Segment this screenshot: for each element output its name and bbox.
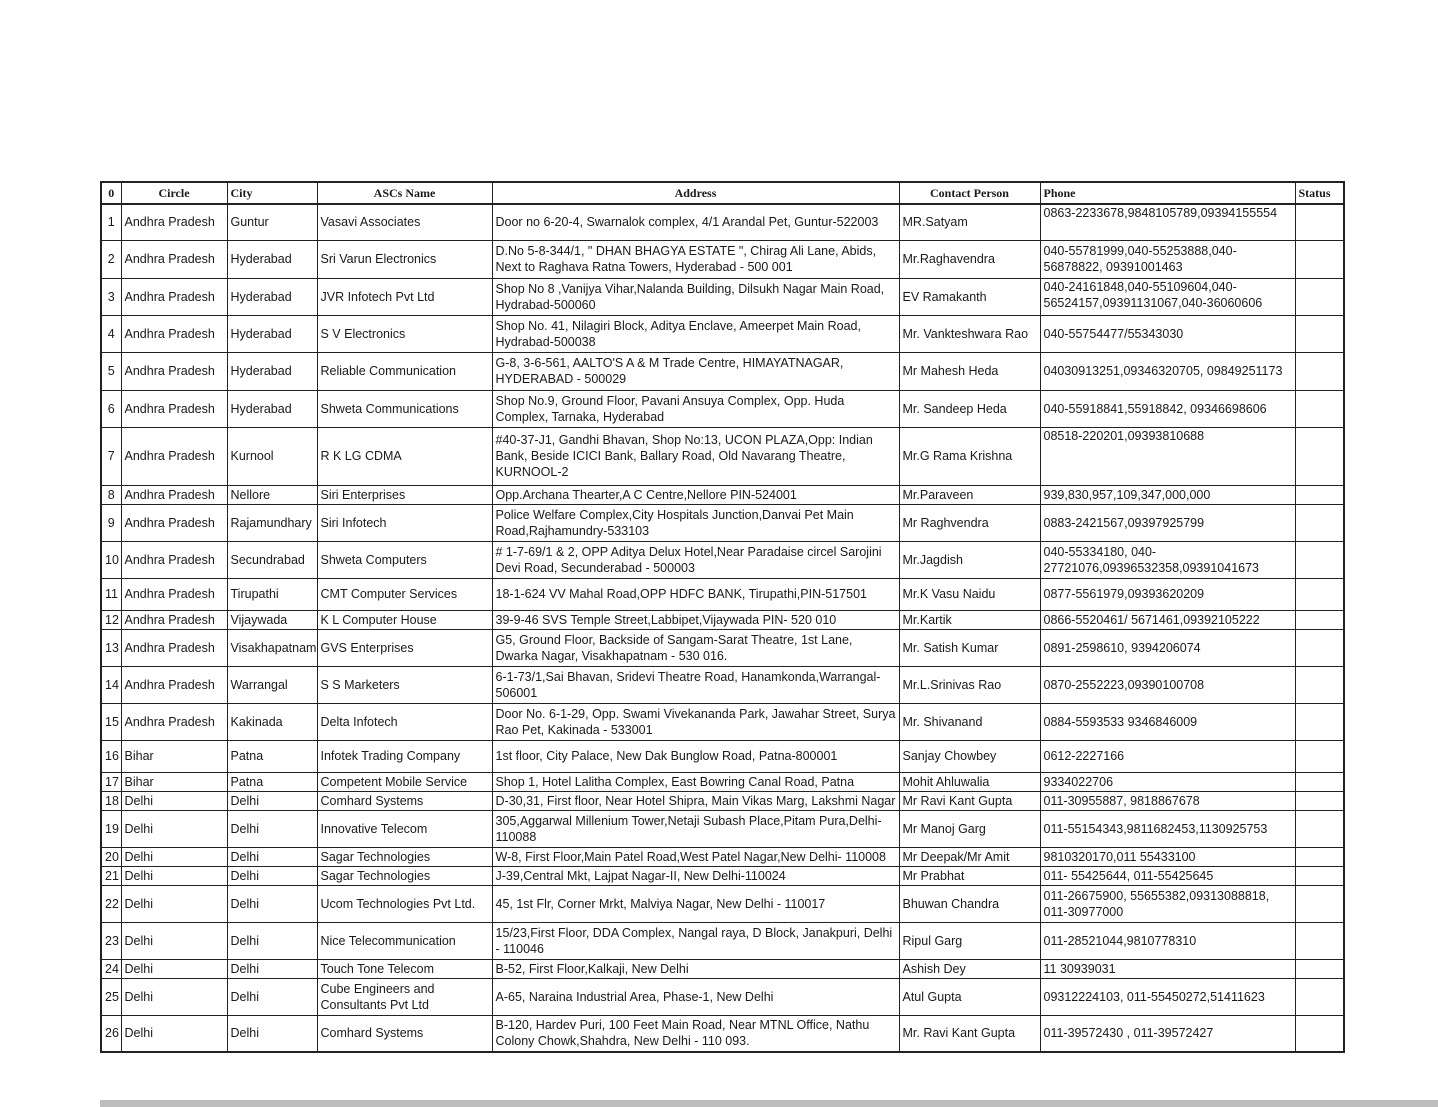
contact-person-cell: Mr.G Rama Krishna bbox=[899, 427, 1040, 485]
contact-person-cell: Mr.Raghavendra bbox=[899, 240, 1040, 278]
row-number: 23 bbox=[101, 922, 121, 959]
contact-person-cell: Mr. Satish Kumar bbox=[899, 629, 1040, 666]
status-cell bbox=[1295, 352, 1344, 390]
row-number: 6 bbox=[101, 390, 121, 427]
phone-cell: 040-55918841,55918842, 09346698606 bbox=[1040, 390, 1295, 427]
table-row bbox=[101, 240, 1344, 278]
asc-name-cell: Vasavi Associates bbox=[317, 204, 492, 240]
phone-cell: 0612-2227166 bbox=[1040, 740, 1295, 772]
circle-cell: Andhra Pradesh bbox=[121, 703, 227, 740]
status-cell bbox=[1295, 978, 1344, 1015]
circle-cell: Andhra Pradesh bbox=[121, 427, 227, 485]
asc-name-cell: Nice Telecommunication bbox=[317, 922, 492, 959]
row-number: 3 bbox=[101, 278, 121, 315]
phone-cell: 939,830,957,109,347,000,000 bbox=[1040, 485, 1295, 504]
contact-person-cell: Mr Prabhat bbox=[899, 866, 1040, 885]
asc-name-cell: K L Computer House bbox=[317, 610, 492, 629]
contact-person-cell: Mr Manoj Garg bbox=[899, 810, 1040, 847]
address-cell: 15/23,First Floor, DDA Complex, Nangal raya, D Block, Janakpuri, Delhi - 110046 bbox=[492, 922, 899, 959]
city-cell: Hyderabad bbox=[227, 390, 317, 427]
city-cell: Delhi bbox=[227, 922, 317, 959]
contact-person-cell: EV Ramakanth bbox=[899, 278, 1040, 315]
table-row bbox=[101, 427, 1344, 485]
asc-name-cell: Innovative Telecom bbox=[317, 810, 492, 847]
phone-cell: 040-55334180, 040-27721076,09396532358,09391041673 bbox=[1040, 541, 1295, 578]
status-cell bbox=[1295, 629, 1344, 666]
phone-cell: 0870-2552223,09390100708 bbox=[1040, 666, 1295, 703]
row-number: 24 bbox=[101, 959, 121, 978]
row-number: 21 bbox=[101, 866, 121, 885]
contact-person-cell: Mr Ravi Kant Gupta bbox=[899, 791, 1040, 810]
city-cell: Vijaywada bbox=[227, 610, 317, 629]
status-cell bbox=[1295, 610, 1344, 629]
asc-name-cell: CMT Computer Services bbox=[317, 578, 492, 610]
row-number: 26 bbox=[101, 1015, 121, 1052]
asc-name-cell: R K LG CDMA bbox=[317, 427, 492, 485]
header-circle: Circle bbox=[121, 182, 227, 204]
row-number: 13 bbox=[101, 629, 121, 666]
asc-name-cell: Cube Engineers and Consultants Pvt Ltd bbox=[317, 978, 492, 1015]
phone-cell: 04030913251,09346320705, 09849251173 bbox=[1040, 352, 1295, 390]
row-number: 11 bbox=[101, 578, 121, 610]
address-cell: D-30,31, First floor, Near Hotel Shipra, Main Vikas Marg, Lakshmi Nagar bbox=[492, 791, 899, 810]
circle-cell: Andhra Pradesh bbox=[121, 352, 227, 390]
table-row bbox=[101, 866, 1344, 885]
table-row bbox=[101, 629, 1344, 666]
address-cell: Shop No 8 ,Vanijya Vihar,Nalanda Building, Dilsukh Nagar Main Road, Hydrabad-500060 bbox=[492, 278, 899, 315]
city-cell: Delhi bbox=[227, 791, 317, 810]
status-cell bbox=[1295, 1015, 1344, 1052]
row-number: 10 bbox=[101, 541, 121, 578]
phone-cell: 011-28521044,9810778310 bbox=[1040, 922, 1295, 959]
circle-cell: Andhra Pradesh bbox=[121, 629, 227, 666]
contact-person-cell: Mr.Kartik bbox=[899, 610, 1040, 629]
header-city: City bbox=[227, 182, 317, 204]
table-row bbox=[101, 740, 1344, 772]
table-row bbox=[101, 922, 1344, 959]
city-cell: Hyderabad bbox=[227, 352, 317, 390]
table-row bbox=[101, 390, 1344, 427]
city-cell: Patna bbox=[227, 740, 317, 772]
row-number: 16 bbox=[101, 740, 121, 772]
table-row bbox=[101, 610, 1344, 629]
row-number: 2 bbox=[101, 240, 121, 278]
table-row bbox=[101, 204, 1344, 240]
contact-person-cell: Mohit Ahluwalia bbox=[899, 772, 1040, 791]
circle-cell: Andhra Pradesh bbox=[121, 204, 227, 240]
contact-person-cell: Mr Deepak/Mr Amit bbox=[899, 847, 1040, 866]
table-row bbox=[101, 772, 1344, 791]
city-cell: Delhi bbox=[227, 866, 317, 885]
circle-cell: Delhi bbox=[121, 922, 227, 959]
asc-name-cell: Sagar Technologies bbox=[317, 866, 492, 885]
asc-name-cell: Ucom Technologies Pvt Ltd. bbox=[317, 885, 492, 922]
phone-cell: 9334022706 bbox=[1040, 772, 1295, 791]
row-number: 7 bbox=[101, 427, 121, 485]
status-cell bbox=[1295, 504, 1344, 541]
asc-name-cell: Siri Enterprises bbox=[317, 485, 492, 504]
circle-cell: Andhra Pradesh bbox=[121, 666, 227, 703]
phone-cell: 011-55154343,9811682453,1130925753 bbox=[1040, 810, 1295, 847]
table-row bbox=[101, 1015, 1344, 1052]
row-number: 17 bbox=[101, 772, 121, 791]
city-cell: Guntur bbox=[227, 204, 317, 240]
row-number: 19 bbox=[101, 810, 121, 847]
circle-cell: Delhi bbox=[121, 885, 227, 922]
city-cell: Patna bbox=[227, 772, 317, 791]
table-row bbox=[101, 959, 1344, 978]
table-row bbox=[101, 352, 1344, 390]
city-cell: Secundrabad bbox=[227, 541, 317, 578]
asc-name-cell: Touch Tone Telecom bbox=[317, 959, 492, 978]
asc-name-cell: Comhard Systems bbox=[317, 791, 492, 810]
table-row bbox=[101, 703, 1344, 740]
contact-person-cell: Atul Gupta bbox=[899, 978, 1040, 1015]
circle-cell: Bihar bbox=[121, 740, 227, 772]
table-body bbox=[101, 204, 1344, 1052]
asc-name-cell: GVS Enterprises bbox=[317, 629, 492, 666]
asc-name-cell: Sagar Technologies bbox=[317, 847, 492, 866]
city-cell: Delhi bbox=[227, 847, 317, 866]
contact-person-cell: Ripul Garg bbox=[899, 922, 1040, 959]
page-bottom-divider bbox=[100, 1100, 1438, 1107]
header-status: Status bbox=[1295, 182, 1344, 204]
address-cell: 39-9-46 SVS Temple Street,Labbipet,Vijaywada PIN- 520 010 bbox=[492, 610, 899, 629]
city-cell: Delhi bbox=[227, 1015, 317, 1052]
circle-cell: Andhra Pradesh bbox=[121, 578, 227, 610]
address-cell: Shop 1, Hotel Lalitha Complex, East Bowring Canal Road, Patna bbox=[492, 772, 899, 791]
phone-cell: 0884-5593533 9346846009 bbox=[1040, 703, 1295, 740]
table-row bbox=[101, 791, 1344, 810]
address-cell: #40-37-J1, Gandhi Bhavan, Shop No:13, UCON PLAZA,Opp: Indian Bank, Beside ICICI Bank, Ballary Road, Old Navarang Theatre, KURNOOL-2 bbox=[492, 427, 899, 485]
asc-name-cell: S S Marketers bbox=[317, 666, 492, 703]
asc-name-cell: Comhard Systems bbox=[317, 1015, 492, 1052]
asc-name-cell: Delta Infotech bbox=[317, 703, 492, 740]
row-number: 25 bbox=[101, 978, 121, 1015]
address-cell: 305,Aggarwal Millenium Tower,Netaji Subash Place,Pitam Pura,Delhi-110088 bbox=[492, 810, 899, 847]
phone-cell: 0866-5520461/ 5671461,09392105222 bbox=[1040, 610, 1295, 629]
address-cell: Opp.Archana Thearter,A C Centre,Nellore PIN-524001 bbox=[492, 485, 899, 504]
status-cell bbox=[1295, 278, 1344, 315]
address-cell: G5, Ground Floor, Backside of Sangam-Sarat Theatre, 1st Lane, Dwarka Nagar, Visakhapatnam - 530 016. bbox=[492, 629, 899, 666]
circle-cell: Andhra Pradesh bbox=[121, 541, 227, 578]
asc-name-cell: Sri Varun Electronics bbox=[317, 240, 492, 278]
phone-cell: 040-55754477/55343030 bbox=[1040, 315, 1295, 352]
circle-cell: Andhra Pradesh bbox=[121, 278, 227, 315]
contact-person-cell: Mr.Jagdish bbox=[899, 541, 1040, 578]
address-cell: 1st floor, City Palace, New Dak Bunglow Road, Patna-800001 bbox=[492, 740, 899, 772]
row-number: 4 bbox=[101, 315, 121, 352]
status-cell bbox=[1295, 922, 1344, 959]
status-cell bbox=[1295, 390, 1344, 427]
city-cell: Hyderabad bbox=[227, 315, 317, 352]
table-row bbox=[101, 666, 1344, 703]
asc-directory-sheet bbox=[100, 181, 1343, 1053]
phone-cell: 0877-5561979,09393620209 bbox=[1040, 578, 1295, 610]
city-cell: Nellore bbox=[227, 485, 317, 504]
address-cell: Door No. 6-1-29, Opp. Swami Vivekananda Park, Jawahar Street, Surya Rao Pet, Kakinada - 533001 bbox=[492, 703, 899, 740]
row-number: 12 bbox=[101, 610, 121, 629]
phone-cell: 011-39572430 , 011-39572427 bbox=[1040, 1015, 1295, 1052]
contact-person-cell: Mr. Sandeep Heda bbox=[899, 390, 1040, 427]
asc-name-cell: Infotek Trading Company bbox=[317, 740, 492, 772]
asc-name-cell: S V Electronics bbox=[317, 315, 492, 352]
table-row bbox=[101, 978, 1344, 1015]
address-cell: 6-1-73/1,Sai Bhavan, Sridevi Theatre Road, Hanamkonda,Warrangal-506001 bbox=[492, 666, 899, 703]
contact-person-cell: Mr.Paraveen bbox=[899, 485, 1040, 504]
circle-cell: Delhi bbox=[121, 791, 227, 810]
phone-cell: 040-55781999,040-55253888,040-56878822, 09391001463 bbox=[1040, 240, 1295, 278]
contact-person-cell: Mr. Ravi Kant Gupta bbox=[899, 1015, 1040, 1052]
address-cell: Shop No.9, Ground Floor, Pavani Ansuya Complex, Opp. Huda Complex, Tarnaka, Hyderabad bbox=[492, 390, 899, 427]
address-cell: D.No 5-8-344/1, " DHAN BHAGYA ESTATE ", Chirag Ali Lane, Abids, Next to Raghava Ratna Towers, Hyderabad - 500 001 bbox=[492, 240, 899, 278]
city-cell: Delhi bbox=[227, 959, 317, 978]
contact-person-cell: Sanjay Chowbey bbox=[899, 740, 1040, 772]
address-cell: G-8, 3-6-561, AALTO'S A & M Trade Centre, HIMAYATNAGAR, HYDERABAD - 500029 bbox=[492, 352, 899, 390]
address-cell: J-39,Central Mkt, Lajpat Nagar-II, New Delhi-110024 bbox=[492, 866, 899, 885]
address-cell: 45, 1st Flr, Corner Mrkt, Malviya Nagar, New Delhi - 110017 bbox=[492, 885, 899, 922]
status-cell bbox=[1295, 847, 1344, 866]
header-address: Address bbox=[492, 182, 899, 204]
city-cell: Tirupathi bbox=[227, 578, 317, 610]
table-row bbox=[101, 315, 1344, 352]
circle-cell: Andhra Pradesh bbox=[121, 504, 227, 541]
city-cell: Hyderabad bbox=[227, 240, 317, 278]
address-cell: # 1-7-69/1 & 2, OPP Aditya Delux Hotel,Near Paradaise circel Sarojini Devi Road, Secunderabad - 500003 bbox=[492, 541, 899, 578]
table-row bbox=[101, 578, 1344, 610]
asc-name-cell: Shweta Communications bbox=[317, 390, 492, 427]
row-number: 18 bbox=[101, 791, 121, 810]
contact-person-cell: Ashish Dey bbox=[899, 959, 1040, 978]
table-row bbox=[101, 541, 1344, 578]
city-cell: Delhi bbox=[227, 885, 317, 922]
status-cell bbox=[1295, 866, 1344, 885]
table-row bbox=[101, 847, 1344, 866]
header-contact-person: Contact Person bbox=[899, 182, 1040, 204]
status-cell bbox=[1295, 578, 1344, 610]
contact-person-cell: Mr. Shivanand bbox=[899, 703, 1040, 740]
table-row bbox=[101, 885, 1344, 922]
address-cell: B-52, First Floor,Kalkaji, New Delhi bbox=[492, 959, 899, 978]
table-row bbox=[101, 504, 1344, 541]
row-number: 22 bbox=[101, 885, 121, 922]
table-row bbox=[101, 810, 1344, 847]
asc-name-cell: Siri Infotech bbox=[317, 504, 492, 541]
status-cell bbox=[1295, 666, 1344, 703]
row-number: 5 bbox=[101, 352, 121, 390]
phone-cell: 09312224103, 011-55450272,51411623 bbox=[1040, 978, 1295, 1015]
city-cell: Delhi bbox=[227, 810, 317, 847]
contact-person-cell: Bhuwan Chandra bbox=[899, 885, 1040, 922]
circle-cell: Bihar bbox=[121, 772, 227, 791]
status-cell bbox=[1295, 740, 1344, 772]
row-number: 9 bbox=[101, 504, 121, 541]
status-cell bbox=[1295, 485, 1344, 504]
phone-cell: 0883-2421567,09397925799 bbox=[1040, 504, 1295, 541]
status-cell bbox=[1295, 810, 1344, 847]
address-cell: Shop No. 41, Nilagiri Block, Aditya Enclave, Ameerpet Main Road, Hydrabad-500038 bbox=[492, 315, 899, 352]
address-cell: W-8, First Floor,Main Patel Road,West Patel Nagar,New Delhi- 110008 bbox=[492, 847, 899, 866]
city-cell: Hyderabad bbox=[227, 278, 317, 315]
contact-person-cell: MR.Satyam bbox=[899, 204, 1040, 240]
status-cell bbox=[1295, 315, 1344, 352]
asc-table bbox=[100, 181, 1345, 1053]
header-phone: Phone bbox=[1040, 182, 1295, 204]
asc-name-cell: Reliable Communication bbox=[317, 352, 492, 390]
table-row bbox=[101, 278, 1344, 315]
asc-name-cell: Competent Mobile Service bbox=[317, 772, 492, 791]
circle-cell: Andhra Pradesh bbox=[121, 485, 227, 504]
circle-cell: Delhi bbox=[121, 959, 227, 978]
city-cell: Rajamundhary bbox=[227, 504, 317, 541]
circle-cell: Delhi bbox=[121, 866, 227, 885]
city-cell: Warrangal bbox=[227, 666, 317, 703]
asc-name-cell: JVR Infotech Pvt Ltd bbox=[317, 278, 492, 315]
row-number: 8 bbox=[101, 485, 121, 504]
status-cell bbox=[1295, 772, 1344, 791]
header-index: 0 bbox=[101, 182, 121, 204]
row-number: 1 bbox=[101, 204, 121, 240]
city-cell: Visakhapatnam bbox=[227, 629, 317, 666]
phone-cell: 11 30939031 bbox=[1040, 959, 1295, 978]
status-cell bbox=[1295, 427, 1344, 485]
contact-person-cell: Mr.L.Srinivas Rao bbox=[899, 666, 1040, 703]
circle-cell: Andhra Pradesh bbox=[121, 610, 227, 629]
circle-cell: Andhra Pradesh bbox=[121, 390, 227, 427]
contact-person-cell: Mr. Vankteshwara Rao bbox=[899, 315, 1040, 352]
address-cell: 18-1-624 VV Mahal Road,OPP HDFC BANK, Tirupathi,PIN-517501 bbox=[492, 578, 899, 610]
address-cell: Police Welfare Complex,City Hospitals Junction,Danvai Pet Main Road,Rajhamundry-533103 bbox=[492, 504, 899, 541]
circle-cell: Delhi bbox=[121, 847, 227, 866]
phone-cell: 0891-2598610, 9394206074 bbox=[1040, 629, 1295, 666]
contact-person-cell: Mr Mahesh Heda bbox=[899, 352, 1040, 390]
status-cell bbox=[1295, 959, 1344, 978]
status-cell bbox=[1295, 885, 1344, 922]
status-cell bbox=[1295, 240, 1344, 278]
header-row bbox=[101, 182, 1344, 204]
row-number: 14 bbox=[101, 666, 121, 703]
city-cell: Delhi bbox=[227, 978, 317, 1015]
table-row bbox=[101, 485, 1344, 504]
asc-name-cell: Shweta Computers bbox=[317, 541, 492, 578]
address-cell: Door no 6-20-4, Swarnalok complex, 4/1 Arandal Pet, Guntur-522003 bbox=[492, 204, 899, 240]
row-number: 15 bbox=[101, 703, 121, 740]
contact-person-cell: Mr.K Vasu Naidu bbox=[899, 578, 1040, 610]
city-cell: Kurnool bbox=[227, 427, 317, 485]
circle-cell: Delhi bbox=[121, 810, 227, 847]
status-cell bbox=[1295, 541, 1344, 578]
address-cell: B-120, Hardev Puri, 100 Feet Main Road, Near MTNL Office, Nathu Colony Chowk,Shahdra, New Delhi - 110 093. bbox=[492, 1015, 899, 1052]
phone-cell: 08518-220201,09393810688 bbox=[1040, 427, 1295, 485]
row-number: 20 bbox=[101, 847, 121, 866]
phone-cell: 0863-2233678,9848105789,09394155554 bbox=[1040, 204, 1295, 240]
status-cell bbox=[1295, 204, 1344, 240]
circle-cell: Andhra Pradesh bbox=[121, 315, 227, 352]
status-cell bbox=[1295, 703, 1344, 740]
phone-cell: 011-30955887, 9818867678 bbox=[1040, 791, 1295, 810]
circle-cell: Delhi bbox=[121, 978, 227, 1015]
phone-cell: 040-24161848,040-55109604,040-56524157,09391131067,040-36060606 bbox=[1040, 278, 1295, 315]
address-cell: A-65, Naraina Industrial Area, Phase-1, New Delhi bbox=[492, 978, 899, 1015]
circle-cell: Delhi bbox=[121, 1015, 227, 1052]
header-asc-name: ASCs Name bbox=[317, 182, 492, 204]
status-cell bbox=[1295, 791, 1344, 810]
circle-cell: Andhra Pradesh bbox=[121, 240, 227, 278]
phone-cell: 011- 55425644, 011-55425645 bbox=[1040, 866, 1295, 885]
phone-cell: 011-26675900, 55655382,09313088818, 011-30977000 bbox=[1040, 885, 1295, 922]
phone-cell: 9810320170,011 55433100 bbox=[1040, 847, 1295, 866]
contact-person-cell: Mr Raghvendra bbox=[899, 504, 1040, 541]
city-cell: Kakinada bbox=[227, 703, 317, 740]
